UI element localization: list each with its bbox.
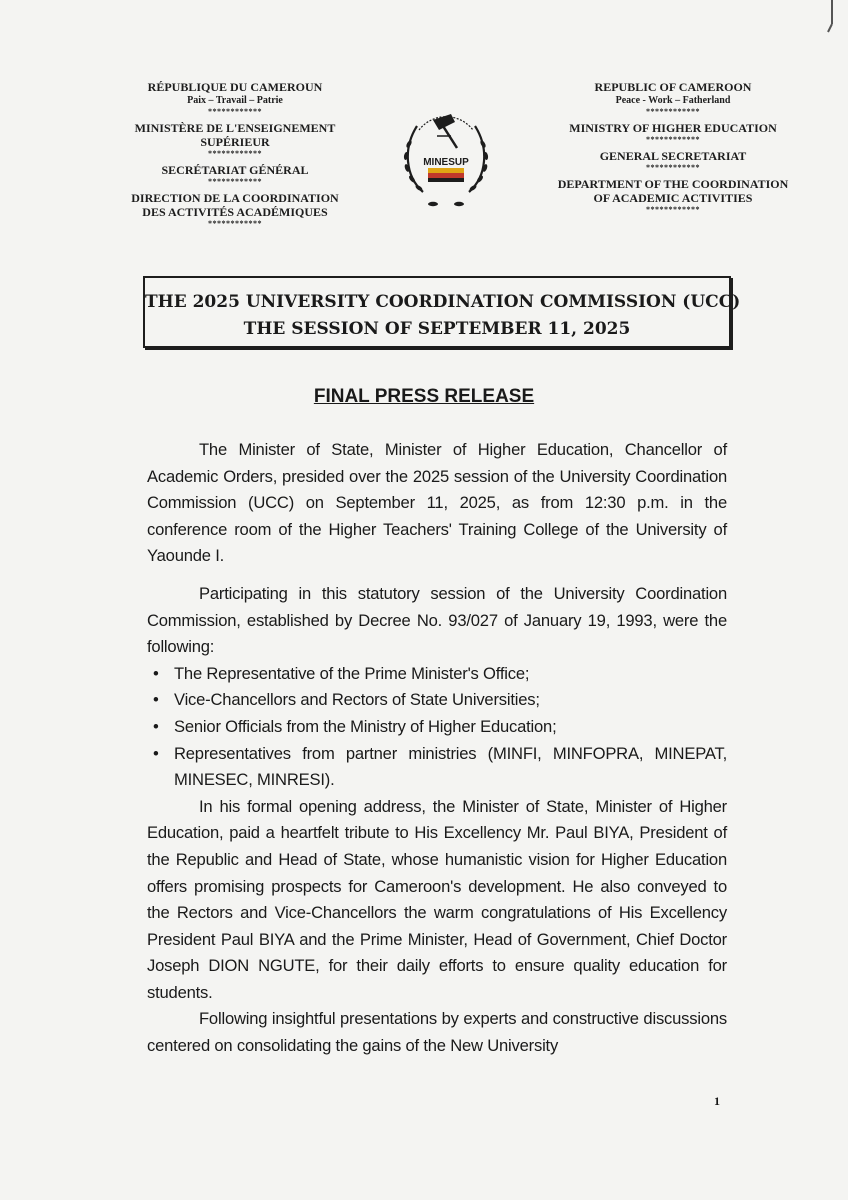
logo-text: MINESUP — [423, 157, 469, 168]
header-en-stars-4: ************ — [646, 205, 700, 214]
page-number: 1 — [714, 1094, 720, 1108]
header-en-department-1: DEPARTMENT OF THE COORDINATION — [557, 177, 789, 191]
header-fr-ministry-1: MINISTÈRE DE L'ENSEIGNEMENT — [134, 121, 336, 135]
list-item — [147, 741, 727, 794]
title-line-2: THE SESSION OF SEPTEMBER 11, 2025 — [243, 319, 631, 339]
header-fr-motto: Paix – Travail – Patrie — [187, 95, 283, 106]
header-en-stars-1: ************ — [646, 107, 700, 116]
list-item — [147, 661, 727, 688]
list-item-text: Vice-Chancellors and Rectors of State Universities; — [174, 690, 540, 710]
header-en-stars-3: ************ — [646, 163, 700, 172]
header-fr-stars-3: ************ — [208, 177, 262, 186]
list-item — [147, 714, 727, 741]
page-corner-mark — [826, 0, 848, 40]
header-fr-stars-1: ************ — [208, 107, 262, 116]
header-fr-ministry-2: SUPÉRIEUR — [200, 135, 270, 149]
header-en-secretariat: GENERAL SECRETARIAT — [599, 149, 747, 163]
header-en-department-2: OF ACADEMIC ACTIVITIES — [593, 191, 753, 205]
paragraph-4: Following insightful presentations by experts and constructive discussions centered on consolidating the gains of the New University — [147, 1009, 727, 1056]
header-fr-direction-1: DIRECTION DE LA COORDINATION — [131, 191, 339, 205]
header-en-country: REPUBLIC OF CAMEROON — [594, 80, 752, 94]
header-english — [553, 80, 793, 219]
paragraph-3: In his formal opening address, the Minister of State, Minister of Higher Education, paid a heartfelt tribute to His Excellency Mr. Paul BIYA, President of the Republic and Head of State, whose humanistic vision for Higher Education offers promising prospects for Cameroon's development. He also conveyed to the Rectors and Vice-Chancellors the warm congratulations of His Excellency President Paul BIYA and the Prime Minister, Head of Government, Chief Doctor Joseph DION NGUTE, for their daily efforts to ensure quality education for students. — [147, 796, 727, 1002]
participants-list — [147, 661, 727, 794]
header-en-ministry: MINISTRY OF HIGHER EDUCATION — [569, 121, 777, 135]
header-en-stars-2: ************ — [646, 135, 700, 144]
header-fr-secretariat: SECRÉTARIAT GÉNÉRAL — [161, 163, 309, 177]
header-fr-stars-2: ************ — [208, 149, 262, 158]
title-box — [143, 276, 741, 348]
header-en-motto: Peace - Work – Fatherland — [615, 95, 731, 106]
header-fr-country: RÉPUBLIQUE DU CAMEROUN — [147, 80, 323, 94]
paragraph-2: Participating in this statutory session of the University Coordination Commission, established by Decree No. 93/027 of January 19, 1993, were the following: — [147, 583, 727, 657]
header-french — [118, 80, 352, 233]
bullet-icon: • — [153, 716, 159, 736]
bullet-icon: • — [153, 663, 159, 683]
press-release-heading: FINAL PRESS RELEASE — [313, 386, 535, 407]
list-item — [147, 687, 727, 714]
body-text — [147, 437, 727, 1060]
minesup-emblem-icon — [393, 96, 499, 214]
bullet-icon: • — [153, 743, 159, 763]
header-fr-stars-4: ************ — [208, 219, 262, 228]
paragraph-1: The Minister of State, Minister of Higher Education, Chancellor of Academic Orders, presided over the 2025 session of the University Coordination Commission (UCC) on September 11, 2025, as from 12:30 p.m. in the conference room of the Higher Teachers' Training College of the University of Yaounde I. — [147, 440, 727, 566]
list-item-text: Representatives from partner ministries (MINFI, MINFOPRA, MINEPAT, MINESEC, MINRESI). — [174, 743, 727, 790]
title-line-1: THE 2025 UNIVERSITY COORDINATION COMMISSION (UCC) — [145, 292, 741, 312]
list-item-text: Senior Officials from the Ministry of Higher Education; — [174, 716, 557, 736]
list-item-text: The Representative of the Prime Minister's Office; — [174, 663, 530, 683]
bullet-icon: • — [153, 690, 159, 710]
header-fr-direction-2: DES ACTIVITÉS ACADÉMIQUES — [142, 205, 328, 219]
